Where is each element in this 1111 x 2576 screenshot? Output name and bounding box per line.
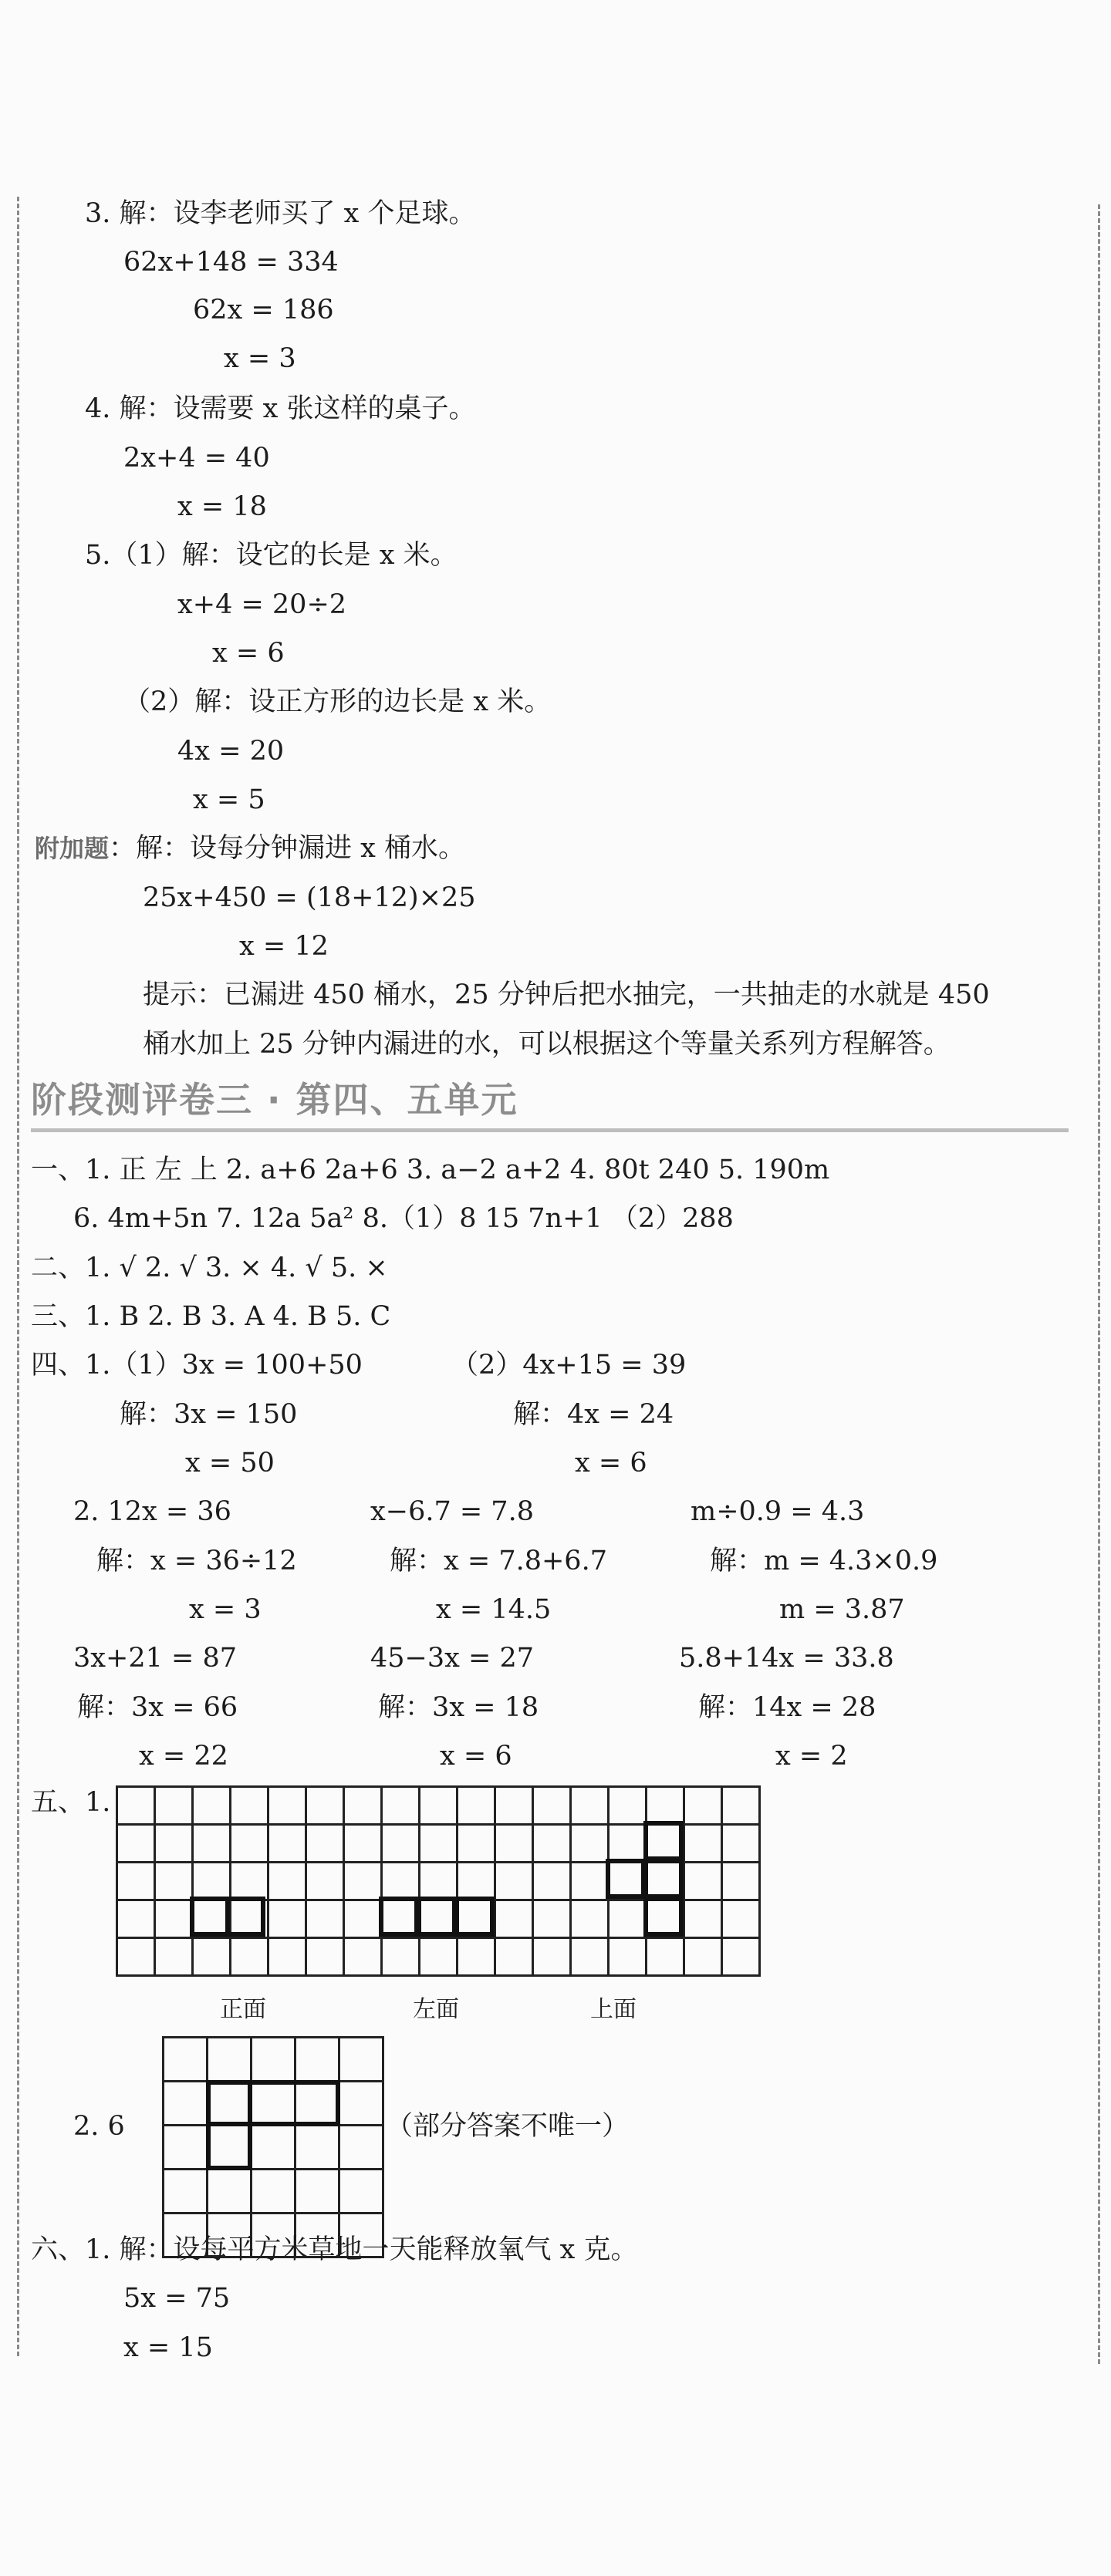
grid-cell [345, 1901, 383, 1939]
grid-cell [269, 1863, 307, 1901]
part4-q2-eq3: m÷0.9 = 4.3 [691, 1496, 865, 1527]
part4-q2-eq1-step1: 解：x = 36÷12 [96, 1546, 297, 1576]
part4-q2-eq6-step1: 解：14x = 28 [698, 1692, 876, 1723]
top-view-square-4 [643, 1897, 684, 1937]
part4-q2-eq4: 3x+21 = 87 [73, 1643, 237, 1674]
grid-cell [496, 1901, 534, 1939]
top-view-square-3 [643, 1859, 684, 1899]
grid-cell [723, 1788, 761, 1826]
grid-cell [383, 1788, 420, 1826]
q5b-eq1: 4x = 20 [177, 736, 285, 767]
grid-cell [194, 1863, 231, 1901]
grid-cell [572, 1939, 610, 1977]
part4-q2-eq5-step2: x = 6 [440, 1741, 512, 1772]
grid-cell [296, 2038, 340, 2082]
q5b-eq2: x = 5 [193, 784, 265, 815]
grid-cell [345, 1863, 383, 1901]
q3-eq3: x = 3 [224, 343, 296, 374]
grid-cell [496, 1863, 534, 1901]
part4-q2-eq6: 5.8+14x = 33.8 [679, 1643, 894, 1674]
part4-q2-eq2: x−6.7 = 7.8 [370, 1496, 534, 1527]
grid-cell [269, 1788, 307, 1826]
part1-answers-2: 6. 4m+5n 7. 12a 5a² 8.（1）8 15 7n+1 （2）288 [73, 1203, 734, 1234]
grid-cell [723, 1826, 761, 1863]
hint-line-1: 提示：已漏进 450 桶水，25 分钟后把水抽完，一共抽走的水就是 450 [143, 979, 990, 1010]
caption-top: 上面 [590, 1996, 637, 2023]
grid-cell [194, 1788, 231, 1826]
part5-q1: 1. [85, 1787, 111, 1818]
grid-cell [610, 1826, 647, 1863]
q4-eq2: x = 18 [177, 491, 267, 522]
part6-label: 六、 [31, 2234, 86, 2265]
part5-line [31, 1785, 110, 1819]
grid-cell [685, 1788, 723, 1826]
grid-cell [164, 2126, 208, 2170]
part4-q1b-step1: 解：4x = 24 [513, 1399, 674, 1430]
grid-cell [723, 1939, 761, 1977]
bonus-eq2: x = 12 [239, 931, 329, 962]
grid-cell [572, 1826, 610, 1863]
part1-label: 一、 [31, 1155, 86, 1185]
part4-q2-eq4-step1: 解：3x = 66 [77, 1692, 238, 1723]
grid-cell [231, 1826, 269, 1863]
grid-cell [685, 1939, 723, 1977]
part4-q2-eq3-step1: 解：m = 4.3×0.9 [710, 1546, 938, 1576]
q5a-eq1: x+4 = 20÷2 [177, 589, 347, 620]
grid-cell [458, 1863, 496, 1901]
grid-cell [307, 1939, 345, 1977]
top-view-square-2 [606, 1859, 646, 1899]
part5-note: （部分答案不唯一） [386, 2111, 630, 2142]
grid-cell [194, 1939, 231, 1977]
grid-cell [496, 1788, 534, 1826]
grid-cell [269, 1939, 307, 1977]
grid-cell [208, 2038, 252, 2082]
grid-cell [647, 1939, 685, 1977]
top-view-square-1 [643, 1821, 684, 1861]
part4-q2-eq1-step2: x = 3 [189, 1594, 262, 1625]
grid-cell [118, 1863, 156, 1901]
grid-cell [164, 2038, 208, 2082]
hint-line-2: 桶水加上 25 分钟内漏进的水，可以根据这个等量关系列方程解答。 [143, 1029, 951, 1060]
grid-cell [231, 1788, 269, 1826]
grid-cell [685, 1863, 723, 1901]
grid-cell [156, 1826, 194, 1863]
grid-cell [208, 2170, 252, 2214]
grid-cell [723, 1863, 761, 1901]
part4-q1a-step2: x = 50 [185, 1448, 275, 1479]
grid-cell [534, 1901, 572, 1939]
part3-answers: 1. B 2. B 3. A 4. B 5. C [85, 1301, 391, 1332]
grid-cell [307, 1788, 345, 1826]
grid-cell [164, 2170, 208, 2214]
grid-cell [610, 1939, 647, 1977]
grid-cell [194, 1826, 231, 1863]
part2-answers: 1. √ 2. √ 3. × 4. √ 5. × [85, 1253, 388, 1283]
part6-eq1: 5x = 75 [123, 2283, 231, 2314]
grid-cell [156, 1863, 194, 1901]
grid-cell [156, 1901, 194, 1939]
bonus-line [35, 831, 465, 865]
grid-cell [164, 2082, 208, 2126]
grid-cell [340, 2082, 384, 2126]
q3-text: 3. 解：设李老师买了 x 个足球。 [85, 198, 476, 229]
grid-cell [296, 2126, 340, 2170]
grid-cell [534, 1826, 572, 1863]
grid-cell [647, 1788, 685, 1826]
grid-cell [723, 1901, 761, 1939]
part6-q1: 1. 解：设每平方米草地一天能释放氧气 x 克。 [85, 2234, 638, 2265]
q4-eq1: 2x+4 = 40 [123, 443, 270, 474]
front-view-square-2 [225, 1897, 265, 1937]
grid-cell [231, 1863, 269, 1901]
part1-line1 [31, 1153, 829, 1187]
grid-cell [118, 1939, 156, 1977]
grid-cell [420, 1939, 458, 1977]
section-title: 阶段测评卷三 · 第四、五单元 [31, 1079, 518, 1121]
grid-cell [420, 1863, 458, 1901]
part5-label: 五、 [31, 1787, 86, 1818]
part4-line [31, 1348, 363, 1382]
grid-cell [269, 1826, 307, 1863]
grid-cell [340, 2038, 384, 2082]
part4-q2-eq2-step1: 解：x = 7.8+6.7 [390, 1546, 607, 1576]
grid-cell [534, 1939, 572, 1977]
bonus-text: ：解：设每分钟漏进 x 桶水。 [109, 833, 466, 864]
grid-cell [296, 2170, 340, 2214]
grid-cell [610, 1788, 647, 1826]
part1-answers-1: 1. 正 左 上 2. a+6 2a+6 3. a−2 a+2 4. 80t 240 5. 190m [85, 1155, 830, 1185]
part6-line [31, 2233, 638, 2267]
grid-cell [572, 1863, 610, 1901]
grid-cell [685, 1826, 723, 1863]
part4-q2-eq4-step2: x = 22 [139, 1741, 228, 1772]
grid-cell [118, 1826, 156, 1863]
grid-cell [345, 1826, 383, 1863]
grid-cell [458, 1939, 496, 1977]
grid-cell [340, 2170, 384, 2214]
part4-q2-eq2-step2: x = 14.5 [436, 1594, 552, 1625]
caption-front: 正面 [220, 1996, 266, 2023]
shape-v-bar [206, 2080, 252, 2170]
grid-cell [383, 1826, 420, 1863]
q5a-eq2: x = 6 [212, 638, 285, 669]
part4-q2-eq1: 2. 12x = 36 [73, 1496, 231, 1527]
part4-q2-eq6-step2: x = 2 [775, 1741, 848, 1772]
grid-cell [610, 1901, 647, 1939]
right-dashed-rule [1098, 204, 1100, 2364]
grid-cell [252, 2126, 296, 2170]
left-view-square-1 [379, 1897, 419, 1937]
grid-cell [420, 1826, 458, 1863]
q5b-text: （2）解：设正方形的边长是 x 米。 [123, 686, 552, 717]
grid-cell [572, 1788, 610, 1826]
grid-cell [685, 1901, 723, 1939]
q5a-text: 5.（1）解：设它的长是 x 米。 [85, 540, 458, 571]
grid-cell [118, 1788, 156, 1826]
part4-q2-eq5: 45−3x = 27 [370, 1643, 534, 1674]
q3-eq2: 62x = 186 [193, 295, 334, 325]
part4-q1b: （2）4x+15 = 39 [451, 1350, 687, 1381]
grid-cell [496, 1939, 534, 1977]
part3-line [31, 1300, 390, 1334]
part4-q2-eq5-step1: 解：3x = 18 [378, 1692, 539, 1723]
bonus-label: 附加题 [35, 834, 110, 863]
left-dashed-rule [17, 197, 19, 2356]
grid-cell [118, 1901, 156, 1939]
grid-cell [156, 1939, 194, 1977]
grid-cell [420, 1788, 458, 1826]
grid-cell [252, 2170, 296, 2214]
part4-q1a-step1: 解：3x = 150 [120, 1399, 298, 1430]
grid-cell [383, 1939, 420, 1977]
grid-cell [458, 1788, 496, 1826]
caption-left: 左面 [413, 1996, 459, 2023]
bonus-eq1: 25x+450 = (18+12)×25 [143, 882, 476, 913]
grid-cell [383, 1863, 420, 1901]
part4-label: 四、 [31, 1350, 86, 1381]
part4-q1a: 1.（1）3x = 100+50 [85, 1350, 363, 1381]
q4-text: 4. 解：设需要 x 张这样的桌子。 [85, 393, 476, 424]
grid-cell [572, 1901, 610, 1939]
grid-cell [231, 1939, 269, 1977]
q3-eq1: 62x+148 = 334 [123, 247, 339, 278]
part5-q2: 2. 6 [73, 2111, 125, 2142]
grid-cell [307, 1863, 345, 1901]
part6-eq2: x = 15 [123, 2332, 213, 2363]
section-underline [31, 1128, 1069, 1132]
grid-cell [269, 1901, 307, 1939]
grid-cell [307, 1901, 345, 1939]
grid-cell [458, 1826, 496, 1863]
grid-cell [534, 1863, 572, 1901]
left-view-square-2 [417, 1897, 457, 1937]
grid-cell [534, 1788, 572, 1826]
part2-label: 二、 [31, 1253, 86, 1283]
part2-line [31, 1251, 388, 1285]
grid-cell [340, 2126, 384, 2170]
front-view-square-1 [190, 1897, 230, 1937]
grid-cell [252, 2038, 296, 2082]
grid-cell [307, 1826, 345, 1863]
grid-cell [345, 1939, 383, 1977]
left-view-square-3 [454, 1897, 495, 1937]
part4-q2-eq3-step2: m = 3.87 [779, 1594, 905, 1625]
grid-cell [345, 1788, 383, 1826]
grid-cell [156, 1788, 194, 1826]
part3-label: 三、 [31, 1301, 86, 1332]
part4-q1b-step2: x = 6 [575, 1448, 647, 1479]
cube-count-grid [162, 2036, 384, 2258]
grid-cell [496, 1826, 534, 1863]
